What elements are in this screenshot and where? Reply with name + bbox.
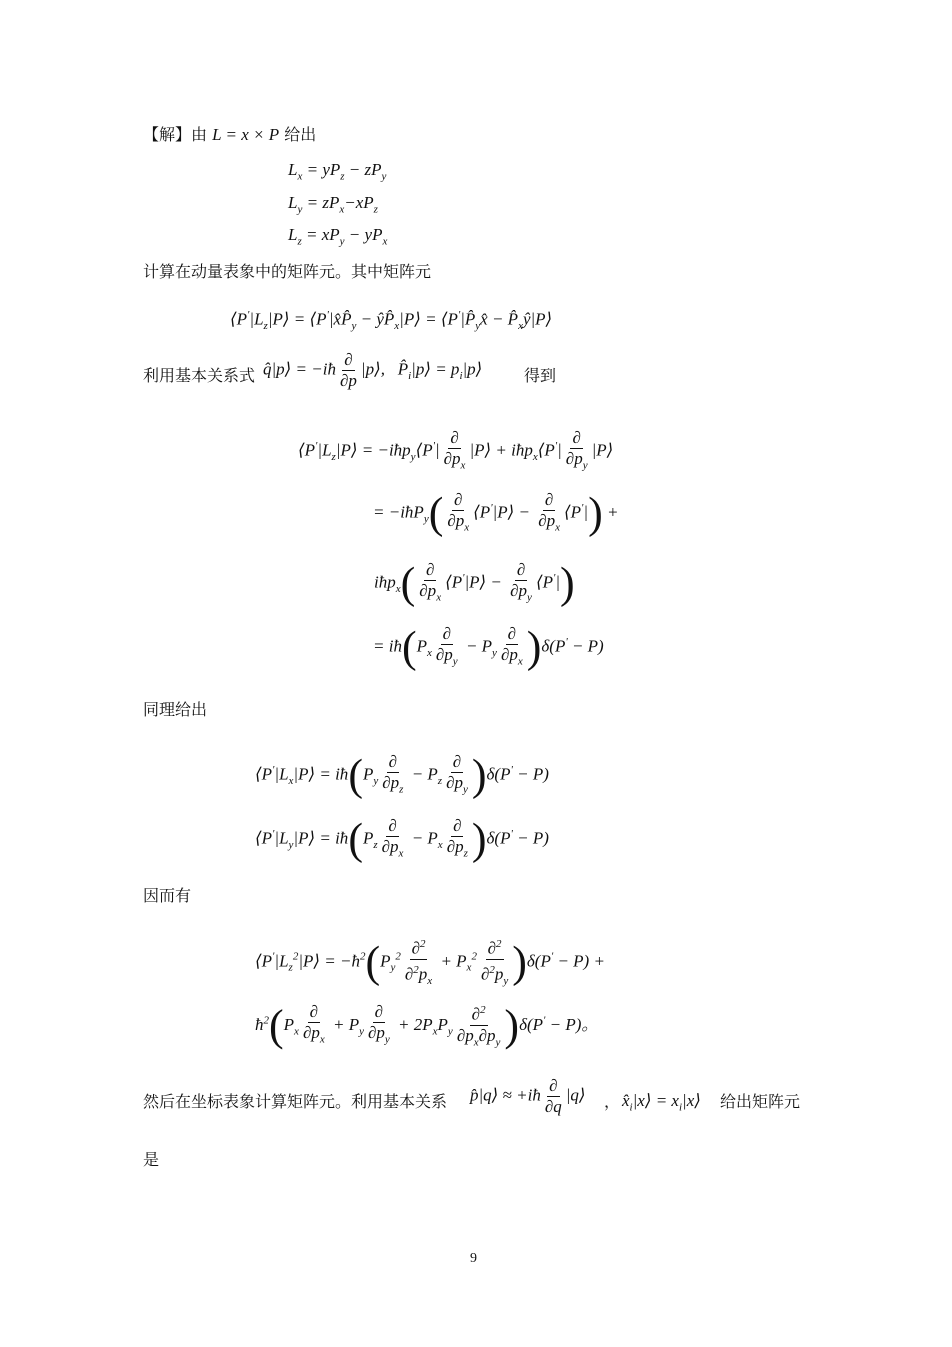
similarly-text: 同理给出 [143,700,208,719]
coordinate-representation-suffix: 给出矩阵元 [720,1092,801,1111]
intro-prefix: 【解】由 [143,125,208,144]
final-text: 是 [143,1150,160,1169]
equation-position-eigen: $x̂_i|x⟩$ = $x_i|x⟩$ [622,1091,701,1114]
equation-lz: $L_z = xP_y - yP_x$ [288,225,388,248]
basic-relation-line [143,366,255,386]
equation-ly-matrix: $⟨P'|L_y|P⟩$ = $iħ(P_z$ $\frac{\partial}{\partial p_x}$ − $P_x$ $\frac{\partial}{\partial p_z}$ )δ(P' − P) [255,814,549,864]
coordinate-representation-prefix: 然后在坐标表象计算矩阵元。利用基本关系 [143,1092,448,1111]
equation-derivation-2: = −iħP$_y$( $\frac{\partial}{\partial p_x}$ ⟨P'|P⟩ − $\frac{\partial}{\partial p_x}$ ⟨P'|) + [373,488,619,538]
equation-matrix-element: $⟨P'|L_z|P⟩$ = $⟨P'|x̂P̂_y$ − $ŷP̂_x|P⟩$ = $⟨P'|P̂_yx̂$ − $P̂_xŷ|P⟩$ [230,309,553,333]
equation-basic-relation: q̂|p⟩ = −iħ $\frac{\partial}{\partial p}$ |p⟩, $P̂_i|p⟩$ = $p_i|p⟩$ [263,350,483,390]
equation-derivation-4: = $iħ(P_x$ $\frac{\partial}{\partial p_y}$ − $P_y$ $\frac{\partial}{\partial p_x}$ )δ(P' − P) [373,622,604,672]
intro-line [143,124,316,146]
momentum-representation-text: 计算在动量表象中的矩阵元。其中矩阵元 [143,262,432,281]
equation-derivation-3: iħp$_x$( $\frac{\partial}{\partial p_x}$ ⟨P'|P⟩ − $\frac{\partial}{\partial p_y}$ ⟨P'|) [374,558,575,608]
intro-suffix: 给出 [284,125,317,144]
therefore-text: 因而有 [143,886,192,905]
equation-lz-squared-2: $ħ^2(P_x$ $\frac{\partial}{\partial p_x}$ + $P_y$ $\frac{\partial}{\partial p_y}$ + $2P_xP_y$ $\frac{\partial^2}{\partial p_x\partial p_y}$ )δ(P' − P)。 [255,1001,599,1051]
equation-lx: $L_x = yP_z - zP_y$ [288,160,387,183]
equation-ly: $L_y = zP_x-xP_z$ [288,193,378,216]
equation-lx-matrix: $⟨P'|L_x|P⟩$ = $iħ(P_y$ $\frac{\partial}{\partial p_z}$ − $P_z$ $\frac{\partial}{\partial p_y}$ )δ(P' − P) [255,750,549,800]
basic-relation-prefix: 利用基本关系式 [143,366,256,385]
equation-lz-squared-1: $⟨P'|L_z^2|P⟩$ = $-ħ^2(P_y^2$ $\frac{\partial^2}{\partial^2p_x}$ + $P_x^2$ $\frac{\partial^2}{\partial^2p_y}$ )δ(P' − P) + [255,934,605,991]
coordinate-representation-mid: ， [604,1092,621,1111]
equation-derivation-1: $⟨P'|L_z|P⟩$ = −iħp$_y$⟨P'| $\frac{\partial}{\partial p_x}$ |P⟩ + iħp$_x$⟨P'| $\frac{\partial}{\partial p_y}$ |P⟩ [298,428,614,472]
page-number: 9 [470,1251,477,1266]
intro-formula: L = x × P [212,125,280,144]
basic-relation-suffix: 得到 [524,366,557,385]
equation-coordinate-relation: p̂|q⟩ ≈ +iħ $\frac{\partial}{\partial q}$ |q⟩ [470,1076,586,1116]
